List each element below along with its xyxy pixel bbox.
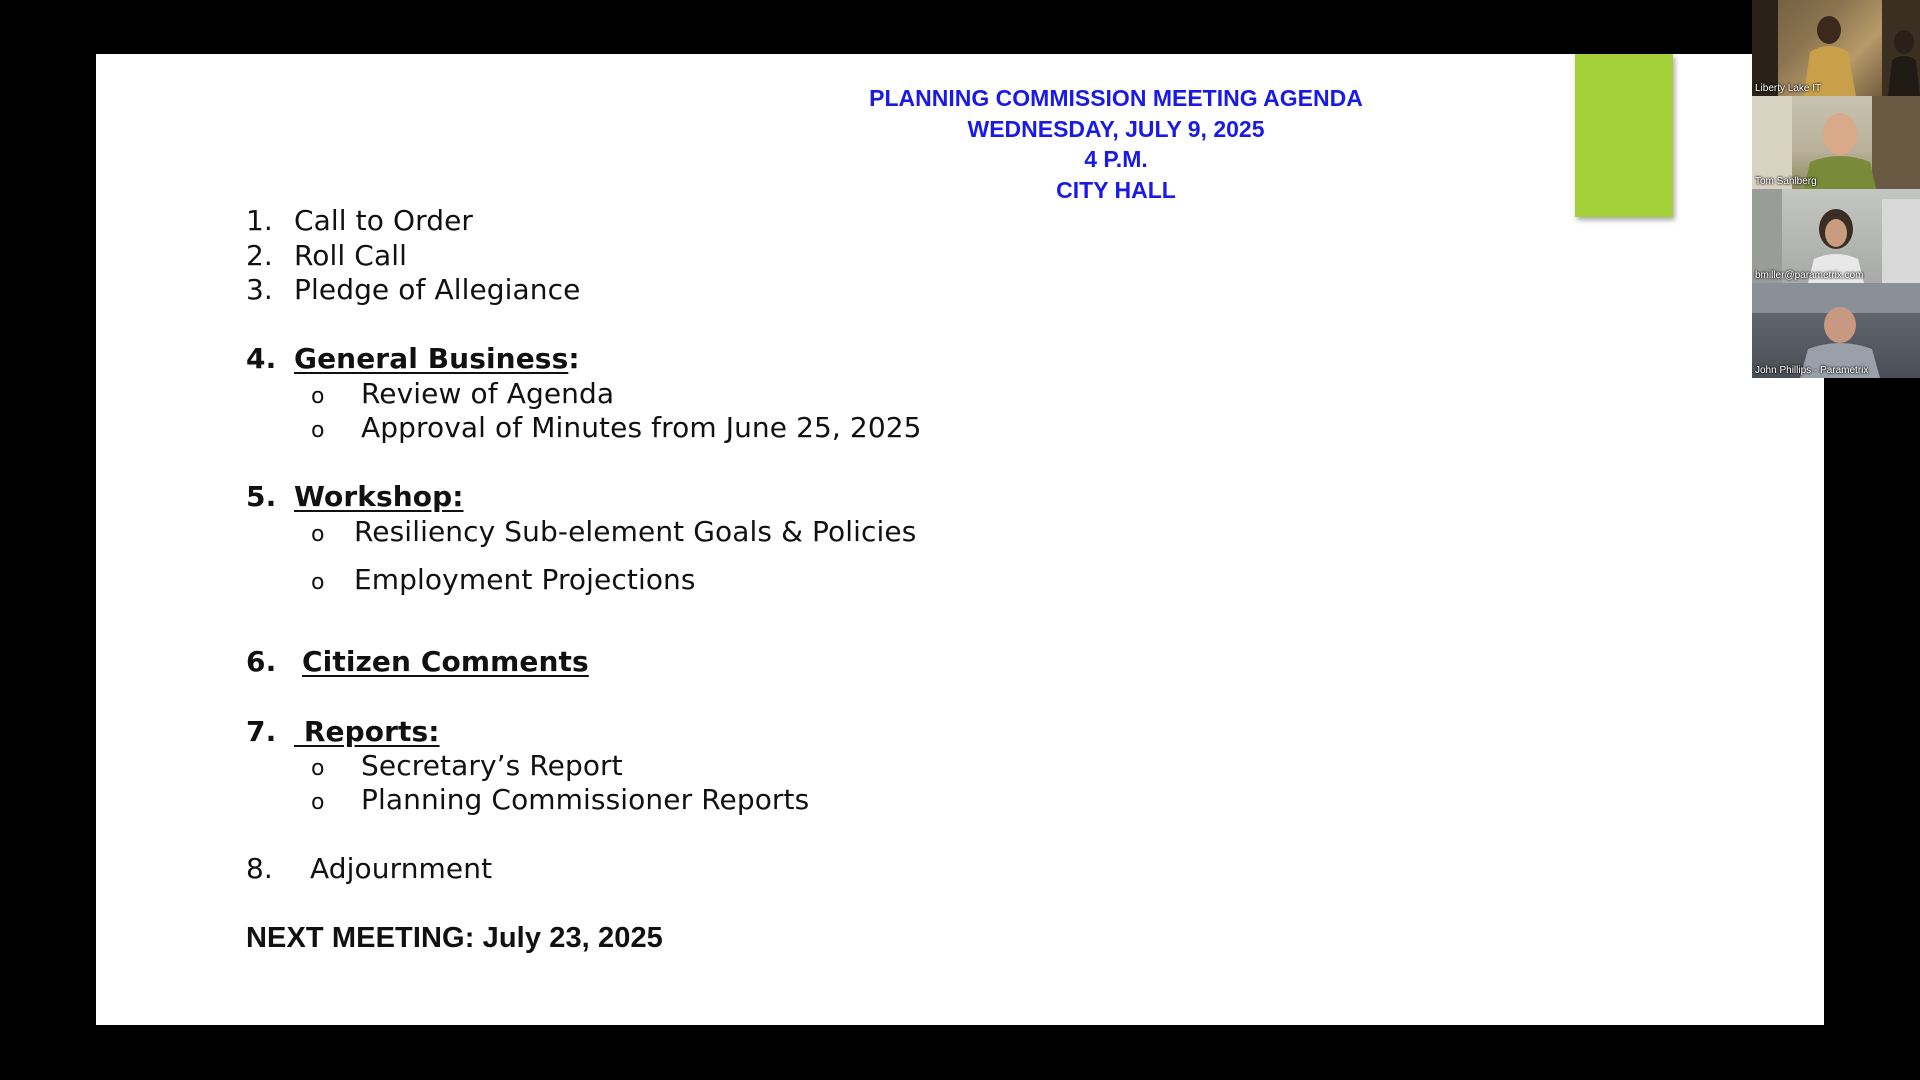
item-number: 6. bbox=[246, 645, 277, 678]
item-label: Adjournment bbox=[310, 852, 493, 885]
sub-item bbox=[311, 377, 615, 414]
item-number: 4. bbox=[246, 342, 277, 375]
sub-item-label: Resiliency Sub-element Goals & Policies bbox=[354, 515, 917, 548]
item-number: 3. bbox=[246, 273, 273, 306]
item-label: Reports: bbox=[294, 715, 440, 748]
item-suffix: : bbox=[568, 342, 580, 375]
bullet-icon: o bbox=[311, 790, 325, 815]
sub-item-label: Planning Commissioner Reports bbox=[361, 783, 810, 816]
sub-item bbox=[311, 515, 917, 552]
item-number: 1. bbox=[246, 204, 273, 237]
shared-slide bbox=[96, 54, 1824, 1025]
video-feed bbox=[1752, 0, 1920, 96]
video-feed bbox=[1752, 283, 1920, 378]
bullet-icon: o bbox=[311, 418, 325, 443]
participant-panel bbox=[1752, 0, 1920, 378]
participant-name: bmiller@parametrix.com bbox=[1755, 270, 1864, 281]
item-number: 8. bbox=[246, 852, 273, 885]
next-meeting: NEXT MEETING: July 23, 2025 bbox=[246, 922, 663, 954]
sub-item bbox=[311, 749, 623, 786]
bullet-icon: o bbox=[311, 384, 325, 409]
item-label: Citizen Comments bbox=[302, 645, 589, 678]
sub-item-label: Employment Projections bbox=[354, 563, 696, 596]
item-label: Pledge of Allegiance bbox=[294, 273, 581, 306]
item-label: General Business bbox=[294, 342, 569, 375]
item-label: Workshop: bbox=[294, 480, 464, 513]
sub-item-label: Secretary’s Report bbox=[361, 749, 623, 782]
participant-tile[interactable] bbox=[1752, 96, 1920, 189]
item-number: 2. bbox=[246, 239, 273, 272]
item-heading bbox=[294, 342, 580, 376]
sub-item-label: Approval of Minutes from June 25, 2025 bbox=[361, 411, 922, 444]
participant-name: Liberty Lake IT bbox=[1755, 83, 1822, 94]
sub-item bbox=[311, 411, 922, 448]
participant-tile[interactable] bbox=[1752, 189, 1920, 283]
item-number: 5. bbox=[246, 480, 277, 513]
agenda-list bbox=[96, 54, 1824, 1025]
sub-item bbox=[311, 783, 810, 820]
sub-item-label: Review of Agenda bbox=[361, 377, 615, 410]
participant-tile[interactable] bbox=[1752, 0, 1920, 96]
bullet-icon: o bbox=[311, 522, 325, 547]
item-label: Roll Call bbox=[294, 239, 407, 272]
participant-name: John Phillips - Parametrix bbox=[1755, 365, 1869, 376]
item-number: 7. bbox=[246, 715, 277, 748]
header-title: PLANNING COMMISSION MEETING AGENDA bbox=[869, 85, 1363, 111]
header-date: WEDNESDAY, JULY 9, 2025 bbox=[967, 115, 1265, 142]
header-location: CITY HALL bbox=[1056, 176, 1176, 203]
bullet-icon: o bbox=[311, 756, 325, 781]
sub-item bbox=[311, 563, 696, 600]
item-label: Call to Order bbox=[294, 204, 474, 237]
participant-name: Tom Sahlberg bbox=[1755, 176, 1817, 187]
video-feed bbox=[1752, 189, 1920, 283]
header-time: 4 P.M. bbox=[1084, 146, 1148, 172]
participant-tile[interactable] bbox=[1752, 283, 1920, 378]
bullet-icon: o bbox=[311, 570, 325, 595]
